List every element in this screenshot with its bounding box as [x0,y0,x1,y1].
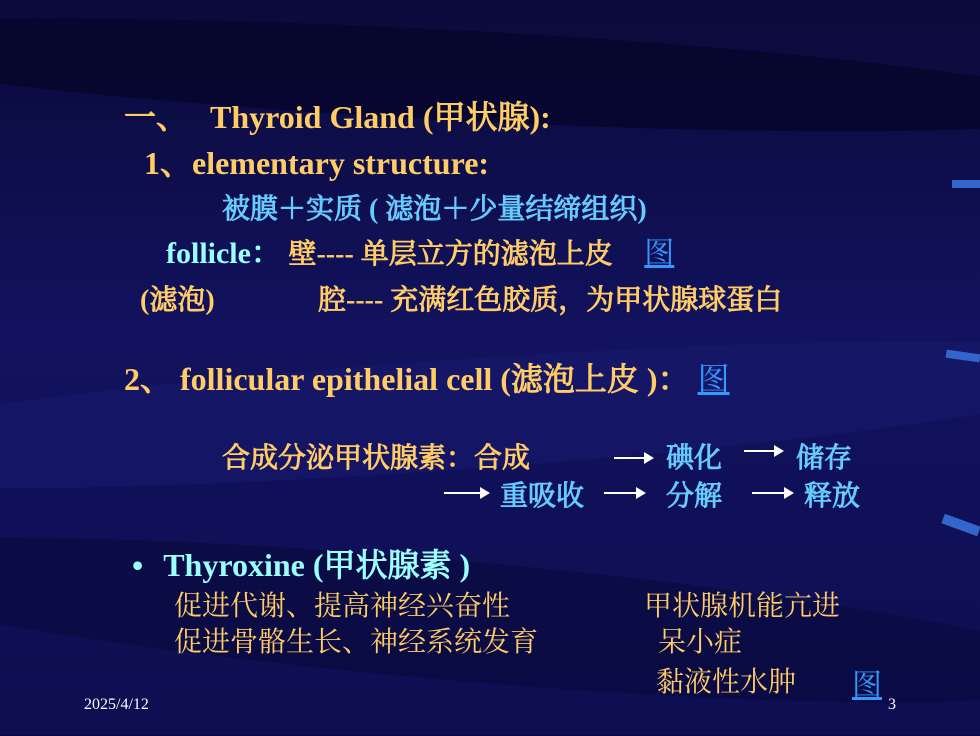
footer-page-number: 3 [888,696,896,713]
arrow-4 [604,492,644,494]
thyroxine-right3: 黏液性水肿 [656,667,797,698]
arrow-1 [614,457,652,459]
follicle-row [166,228,674,272]
arrow-3 [444,492,488,494]
heading-prefix: 一、 [124,99,189,135]
follicle-label: follicle： [166,237,281,270]
arrow-2 [744,450,782,452]
process-step2: 碘化 [666,443,723,474]
section2-figure-link[interactable]: 图 [697,361,730,397]
bullet: • [132,547,144,583]
process-step4: 重吸收 [500,481,585,512]
section2-row [124,354,730,400]
heading-title: Thyroid Gland (甲状腺): [210,99,551,135]
thyroxine-right2: 呆小症 [658,627,743,658]
section1-line1: 被膜＋实质 ( 滤泡＋少量结缔组织) [222,194,647,225]
arrow-5 [752,492,792,494]
thyroxine-row [132,540,470,586]
thyroxine-left1: 促进代谢、提高神经兴奋性 [174,591,511,622]
thyroxine-figure-link[interactable]: 图 [852,669,882,702]
accent-bar-3 [941,514,980,536]
footer-date: 2025/4/12 [84,696,149,713]
accent-bar-1 [952,180,980,188]
follicle-wall: 壁---- 单层立方的滤泡上皮 [288,239,613,270]
thyroxine-left2: 促进骨骼生长、神经系统发育 [174,627,539,658]
thyroxine-title: Thyroxine (甲状腺素 ) [163,547,471,583]
process-lead: 合成分泌甲状腺素：合成 [222,443,531,474]
process-step5: 分解 [666,481,723,512]
follicle-figure-link[interactable]: 图 [644,237,675,270]
section1-title: 1、elementary structure: [144,145,490,181]
section2-title: 2、 follicular epithelial cell (滤泡上皮 )： [124,361,690,397]
thyroxine-right1: 甲状腺机能亢进 [644,591,841,622]
process-step6: 释放 [804,481,861,512]
cavity-text: 腔---- 充满红色胶质，为甲状腺球蛋白 [318,285,783,316]
paren-label: (滤泡) [140,285,215,316]
process-step3: 储存 [796,443,853,474]
slide-heading [124,92,551,138]
